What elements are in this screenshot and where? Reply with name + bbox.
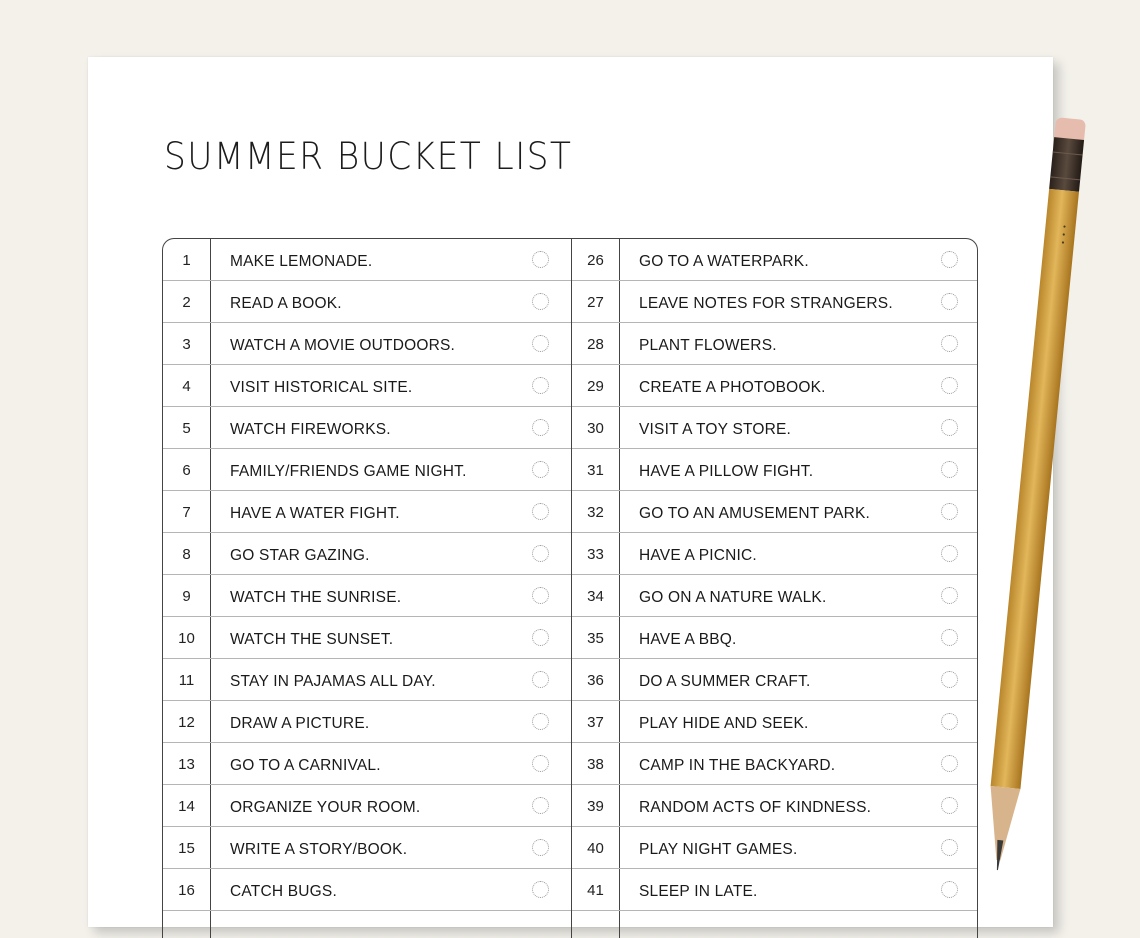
dotted-circle-icon[interactable] (941, 251, 958, 268)
list-item (572, 701, 978, 743)
item-number: 12 (178, 714, 195, 731)
item-task: GO TO A WATERPARK. (639, 253, 809, 270)
list-item (572, 869, 978, 911)
bucket-list-table (162, 238, 978, 938)
item-task: LEAVE NOTES FOR STRANGERS. (639, 295, 893, 312)
item-number: 28 (587, 336, 604, 353)
item-number: 27 (587, 294, 604, 311)
list-item (163, 449, 571, 491)
item-number: 39 (587, 798, 604, 815)
dotted-circle-icon[interactable] (532, 293, 549, 310)
list-item (163, 533, 571, 575)
list-column-left (163, 239, 571, 938)
item-task: CATCH BUGS. (230, 883, 337, 900)
list-item (572, 659, 978, 701)
item-number: 36 (587, 672, 604, 689)
list-item (163, 701, 571, 743)
item-task: SLEEP IN LATE. (639, 883, 758, 900)
dotted-circle-icon[interactable] (532, 503, 549, 520)
list-item (163, 785, 571, 827)
item-task: RANDOM ACTS OF KINDNESS. (639, 799, 872, 816)
dotted-circle-icon[interactable] (941, 335, 958, 352)
list-item (163, 617, 571, 659)
dotted-circle-icon[interactable] (532, 671, 549, 688)
item-task: DRAW A PICTURE. (230, 715, 370, 732)
item-task: GO TO AN AMUSEMENT PARK. (639, 505, 871, 522)
item-number: 13 (178, 756, 195, 773)
item-number: 35 (587, 630, 604, 647)
dotted-circle-icon[interactable] (532, 713, 549, 730)
dotted-circle-icon[interactable] (941, 461, 958, 478)
list-item (572, 323, 978, 365)
list-item (163, 281, 571, 323)
dotted-circle-icon[interactable] (532, 251, 549, 268)
dotted-circle-icon[interactable] (941, 629, 958, 646)
dotted-circle-icon[interactable] (941, 671, 958, 688)
item-task: WATCH A MOVIE OUTDOORS. (230, 337, 456, 354)
list-item (163, 827, 571, 869)
item-task: HAVE A PILLOW FIGHT. (639, 463, 814, 480)
item-number: 5 (182, 420, 191, 437)
item-number: 14 (178, 798, 195, 815)
list-item (163, 575, 571, 617)
dotted-circle-icon[interactable] (532, 587, 549, 604)
list-item (572, 281, 978, 323)
item-task: FAMILY/FRIENDS GAME NIGHT. (230, 463, 467, 480)
list-item (572, 365, 978, 407)
item-task: CAMP IN THE BACKYARD. (639, 757, 836, 774)
item-task: HAVE A PICNIC. (639, 547, 757, 564)
list-item (163, 869, 571, 911)
item-number: 1 (182, 252, 191, 269)
list-item (572, 743, 978, 785)
item-number: 41 (587, 882, 604, 899)
item-task: HAVE A WATER FIGHT. (230, 505, 400, 522)
item-task: CREATE A PHOTOBOOK. (639, 379, 826, 396)
item-number: 3 (182, 336, 191, 353)
list-item (572, 449, 978, 491)
list-column-right (571, 239, 978, 938)
item-task: WRITE A STORY/BOOK. (230, 841, 408, 858)
dotted-circle-icon[interactable] (532, 797, 549, 814)
list-item (572, 533, 978, 575)
list-item (572, 827, 978, 869)
dotted-circle-icon[interactable] (941, 377, 958, 394)
item-number: 40 (587, 840, 604, 857)
item-number: 31 (587, 462, 604, 479)
list-item (163, 239, 571, 281)
dotted-circle-icon[interactable] (532, 419, 549, 436)
item-task: VISIT A TOY STORE. (639, 421, 792, 438)
list-item (163, 323, 571, 365)
dotted-circle-icon[interactable] (941, 545, 958, 562)
dotted-circle-icon[interactable] (941, 839, 958, 856)
item-number: 32 (587, 504, 604, 521)
list-item (572, 491, 978, 533)
bucket-list-sheet (88, 57, 1053, 927)
item-task: MAKE LEMONADE. (230, 253, 373, 270)
item-number: 4 (182, 378, 191, 395)
dotted-circle-icon[interactable] (941, 881, 958, 898)
page-title: SUMMER BUCKET LIST (164, 135, 573, 178)
list-item (163, 491, 571, 533)
list-item (163, 407, 571, 449)
list-item (572, 785, 978, 827)
item-number: 6 (182, 462, 191, 479)
dotted-circle-icon[interactable] (532, 335, 549, 352)
dotted-circle-icon[interactable] (532, 839, 549, 856)
dotted-circle-icon[interactable] (941, 713, 958, 730)
list-item (163, 743, 571, 785)
dotted-circle-icon[interactable] (941, 293, 958, 310)
item-number: 15 (178, 840, 195, 857)
dotted-circle-icon[interactable] (941, 587, 958, 604)
dotted-circle-icon[interactable] (941, 419, 958, 436)
item-number: 9 (182, 588, 191, 605)
item-task: DO A SUMMER CRAFT. (639, 673, 811, 690)
item-task: STAY IN PAJAMAS ALL DAY. (230, 673, 436, 690)
item-task: READ A BOOK. (230, 295, 342, 312)
dotted-circle-icon[interactable] (532, 755, 549, 772)
pencil-icon (970, 110, 1120, 890)
item-number: 16 (178, 882, 195, 899)
item-task: GO TO A CARNIVAL. (230, 757, 381, 774)
list-item (572, 239, 978, 281)
item-number: 2 (182, 294, 191, 311)
item-task: HAVE A BBQ. (639, 631, 737, 648)
list-item (163, 659, 571, 701)
item-task: WATCH THE SUNSET. (230, 631, 394, 648)
item-number: 7 (182, 504, 191, 521)
item-number: 29 (587, 378, 604, 395)
dotted-circle-icon[interactable] (532, 545, 549, 562)
item-number: 30 (587, 420, 604, 437)
item-task: GO STAR GAZING. (230, 547, 370, 564)
item-task: PLAY HIDE AND SEEK. (639, 715, 809, 732)
item-task: WATCH THE SUNRISE. (230, 589, 402, 606)
list-item (572, 575, 978, 617)
list-item (163, 365, 571, 407)
dotted-circle-icon[interactable] (941, 797, 958, 814)
item-task: VISIT HISTORICAL SITE. (230, 379, 413, 396)
item-task: PLANT FLOWERS. (639, 337, 777, 354)
item-task: WATCH FIREWORKS. (230, 421, 391, 438)
item-number: 11 (178, 672, 195, 689)
dotted-circle-icon[interactable] (532, 629, 549, 646)
dotted-circle-icon[interactable] (532, 377, 549, 394)
list-item (572, 407, 978, 449)
item-task: ORGANIZE YOUR ROOM. (230, 799, 421, 816)
dotted-circle-icon[interactable] (532, 461, 549, 478)
item-number: 38 (587, 756, 604, 773)
item-number: 34 (587, 588, 604, 605)
item-number: 33 (587, 546, 604, 563)
item-number: 8 (182, 546, 191, 563)
dotted-circle-icon[interactable] (941, 503, 958, 520)
item-number: 10 (178, 630, 195, 647)
dotted-circle-icon[interactable] (532, 881, 549, 898)
item-task: GO ON A NATURE WALK. (639, 589, 827, 606)
item-task: PLAY NIGHT GAMES. (639, 841, 798, 858)
list-item (572, 617, 978, 659)
item-number: 37 (587, 714, 604, 731)
dotted-circle-icon[interactable] (941, 755, 958, 772)
item-number: 26 (587, 252, 604, 269)
